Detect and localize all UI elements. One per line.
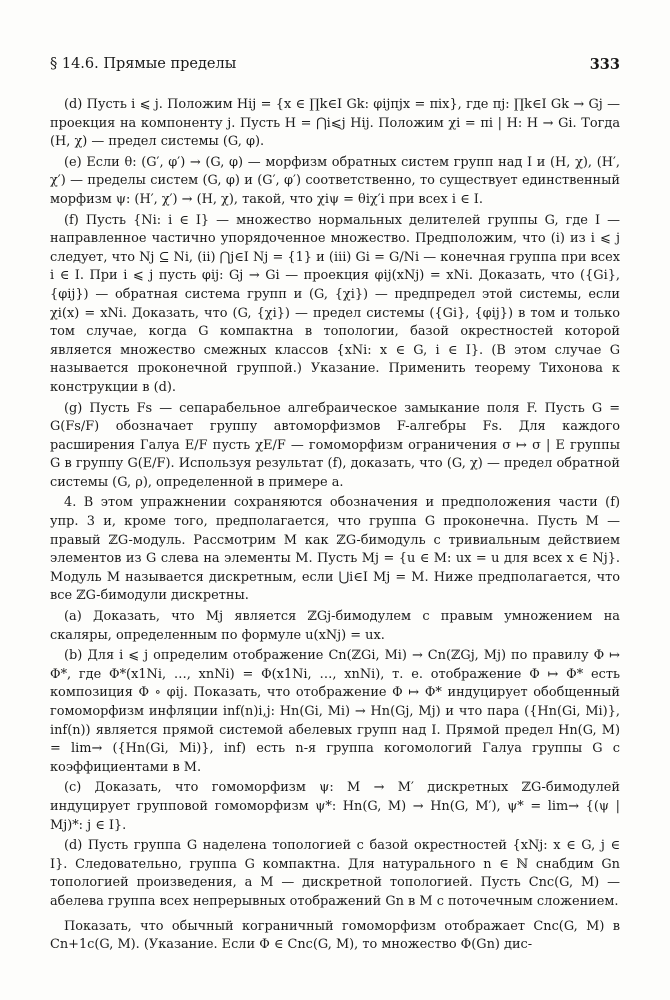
exercise-part-3e: (e) Если θ: (G′, φ′) → (G, φ) — морфизм обратных систем групп над I и (H, χ), (H′, χ′) — пределы систем (G, φ) и (G′, φ′) соответственно, то существует единственный морфизм ψ: (H′, χ′) → (H, χ), такой, что χiψ = θiχ′i при всех i ∈ I.: [50, 154, 620, 207]
section-title: § 14.6. Прямые пределы: [50, 56, 237, 72]
exercise-part-3g: (g) Пусть Fs — сепарабельное алгебраическое замыкание поля F. Пусть G = G(Fs/F) обозначает группу автоморфизмов F-алгебры Fs. Для каждого расширения Галуа E/F пусть χE/F — гомоморфизм ограничения σ ↦ σ | E группы G в группу G(E/F). Используя результат (f), доказать, что (G, χ) — предел обратной системы (G, ρ), определенной в примере a.: [50, 400, 620, 490]
page-number: 333: [589, 56, 620, 73]
exercise-part-4c: (c) Доказать, что гомоморфизм ψ: M → M′ дискретных ℤG-бимодулей индуцирует групповой гомоморфизм ψ*: Hn(G, M) → Hn(G, M′), ψ* = lim→ {(ψ | Mj)*: j ∈ I}.: [50, 780, 620, 833]
exercise-part-4a: (a) Доказать, что Mj является ℤGj-бимодулем с правым умножением на скаляры, определенным по формуле u(xNj) = ux.: [50, 609, 620, 643]
running-header: [50, 56, 620, 78]
exercise-4-continuation: Показать, что обычный кограничный гомоморфизм отображает Cnc(G, M) в Cn+1c(G, M). (Указание. Если Φ ∈ Cnc(G, M), то множество Φ(Gn) дис-: [50, 918, 620, 953]
exercise-part-4d: (d) Пусть группа G наделена топологией с базой окрестностей {xNj: x ∈ G, j ∈ I}. Следовательно, группа G компактна. Для натурального n ∈ ℕ снабдим Gn топологией произведения, а M — дискретной топологией. Пусть Cnc(G, M) — абелева группа всех непрерывных отображений Gn в M с поточечным сложением.: [50, 838, 620, 909]
exercise-part-3f: (f) Пусть {Ni: i ∈ I} — множество нормальных делителей группы G, где I — направленное частично упорядоченное множество. Предположим, что (i) из i ⩽ j следует, что Nj ⊆ Ni, (ii) ⋂j∈I Nj = {1} и (iii) Gi = G/Ni — конечная группа при всех i ∈ I. При i ⩽ j пусть φij: Gj → Gi — проекция φij(xNj) = xNi. Доказать, что ({Gi}, {φij}) — обратная система групп и (G, {χi}) — предпредел этой системы, если χi(x) = xNi. Доказать, что (G, {χi}) — предел системы ({Gi}, {φij}) в том и только том случае, когда G компактна в топологии, базой окрестностей которой является множество смежных классов {xNi: x ∈ G, i ∈ I}. (В этом случае G называется проконечной группой.) Указание. Применить теорему Тихонова к конструкции в (d).: [50, 212, 620, 395]
exercise-part-4b: (b) Для i ⩽ j определим отображение Cn(ℤGi, Mi) → Cn(ℤGj, Mj) по правилу Φ ↦ Φ*, где Φ*(x1Ni, …, xnNi) = Φ(x1Ni, …, xnNi), т. е. отображение Φ ↦ Φ* есть композиция Φ ∘ φij. Показать, что отображение Φ ↦ Φ* индуцирует обобщенный гомоморфизм инфляции inf(n)i,j: Hn(Gi, Mi) → Hn(Gj, Mj) и что пара ({Hn(Gi, Mi)}, inf(n)) является прямой системой абелевых групп над I. Прямой предел Hn(G, M) = lim→ ({Hn(Gi, Mi)}, inf) есть n-я группа когомологий Галуа группы G с коэффициентами в M.: [50, 648, 620, 775]
exercise-part-3d: (d) Пусть i ⩽ j. Положим Hij = {x ∈ ∏k∈I Gk: φijπjx = πix}, где πj: ∏k∈I Gk → Gj — проекция на компоненту j. Пусть H = ⋂i⩽j Hij. Положим χi = πi | H: H → Gi. Тогда (H, χ) — предел системы (G, φ).: [50, 97, 620, 150]
exercise-4-intro: 4. В этом упражнении сохраняются обозначения и предположения части (f) упр. 3 и, кроме того, предполагается, что группа G проконечна. Пусть M — правый ℤG-модуль. Рассмотрим M как ℤG-бимодуль с тривиальным действием элементов из G слева на элементы M. Пусть Mj = {u ∈ M: ux = u для всех x ∈ Nj}. Модуль M называется дискретным, если ⋃i∈I Mj = M. Ниже предполагается, что все ℤG-бимодули дискретны.: [50, 495, 620, 604]
page-body: [50, 96, 620, 955]
